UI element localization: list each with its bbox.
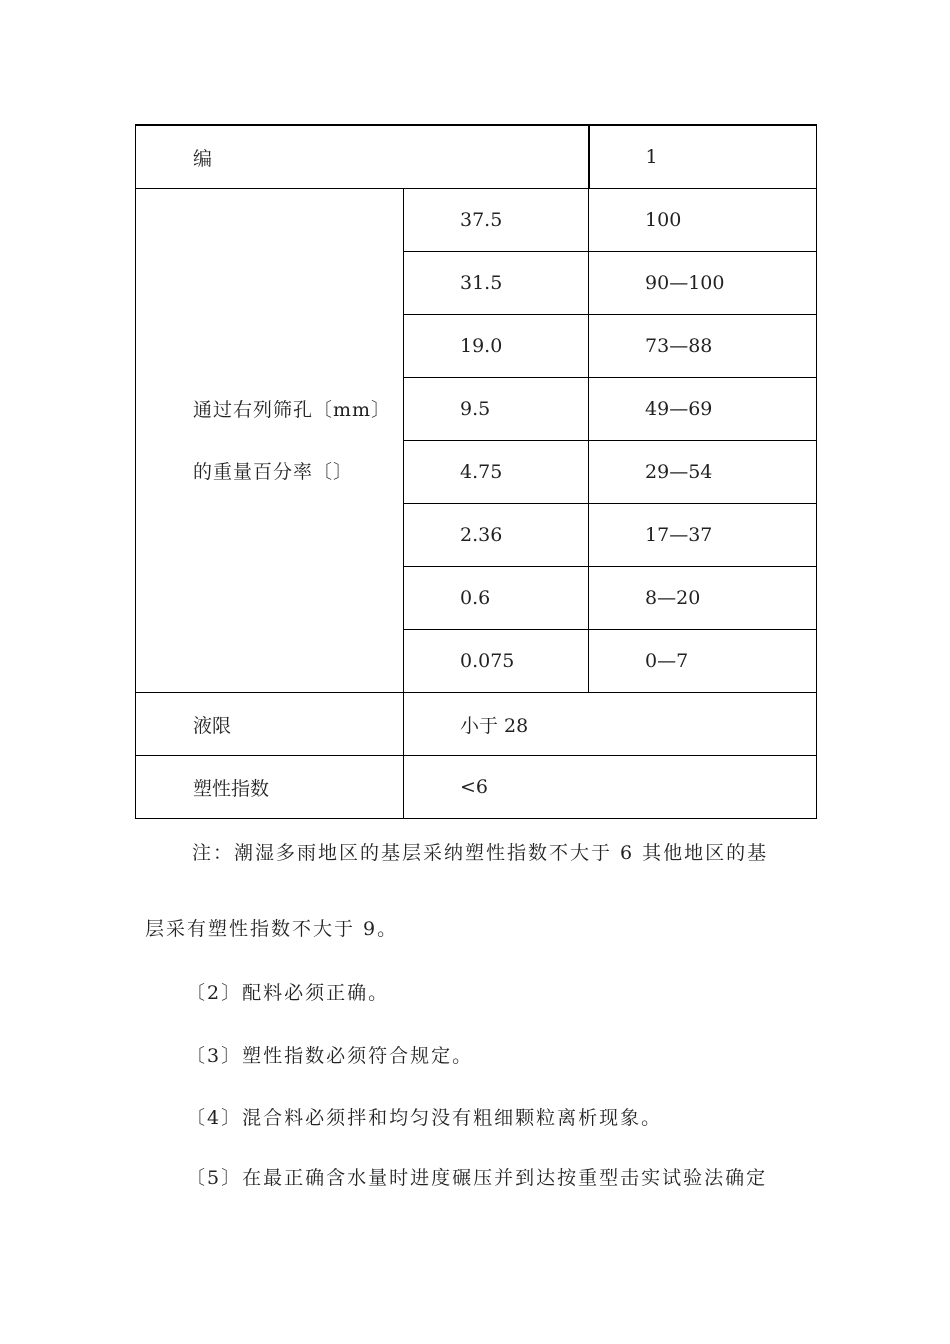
sieve-size-cell: 4.75 [404, 441, 589, 504]
passing-range-cell: 0—7 [589, 630, 817, 693]
liquid-limit-value: 小于 28 [404, 693, 817, 756]
gradation-table [135, 124, 817, 819]
note-line-2: 层采有塑性指数不大于 9。 [145, 918, 399, 940]
sieve-size-cell: 31.5 [404, 252, 589, 315]
sieve-label-cell [136, 189, 404, 693]
passing-range-cell: 49—69 [589, 378, 817, 441]
sieve-size-cell: 37.5 [404, 189, 589, 252]
item-3: 〔3〕塑性指数必须符合规定。 [186, 1045, 474, 1067]
passing-range-cell: 73—88 [589, 315, 817, 378]
sieve-size-cell: 9.5 [404, 378, 589, 441]
sieve-size-cell: 2.36 [404, 504, 589, 567]
plasticity-index-label: 塑性指数 [136, 756, 404, 819]
plasticity-index-value: <6 [404, 756, 817, 819]
passing-range-cell: 8—20 [589, 567, 817, 630]
table-row [136, 189, 817, 252]
table-header-row [136, 125, 817, 189]
header-label-cell: 编 [136, 125, 589, 189]
plasticity-index-row [136, 756, 817, 819]
passing-range-cell: 29—54 [589, 441, 817, 504]
header-value-cell: 1 [589, 125, 817, 189]
liquid-limit-label: 液限 [136, 693, 404, 756]
sieve-label-line-2: 的重量百分率〔〕 [193, 460, 354, 483]
sieve-size-cell: 0.075 [404, 630, 589, 693]
sieve-label-line-1: 通过右列筛孔〔mm〕 [193, 398, 392, 421]
liquid-limit-row [136, 693, 817, 756]
sieve-size-cell: 0.6 [404, 567, 589, 630]
passing-range-cell: 90—100 [589, 252, 817, 315]
item-4: 〔4〕混合料必须拌和均匀没有粗细颗粒离析现象。 [186, 1107, 663, 1129]
item-5: 〔5〕在最正确含水量时进度碾压并到达按重型击实试验法确定 [186, 1167, 768, 1189]
item-2: 〔2〕配料必须正确。 [186, 982, 390, 1004]
note-line-1: 注：潮湿多雨地区的基层采纳塑性指数不大于 6 其他地区的基 [192, 842, 769, 864]
passing-range-cell: 17—37 [589, 504, 817, 567]
sieve-size-cell: 19.0 [404, 315, 589, 378]
passing-range-cell: 100 [589, 189, 817, 252]
